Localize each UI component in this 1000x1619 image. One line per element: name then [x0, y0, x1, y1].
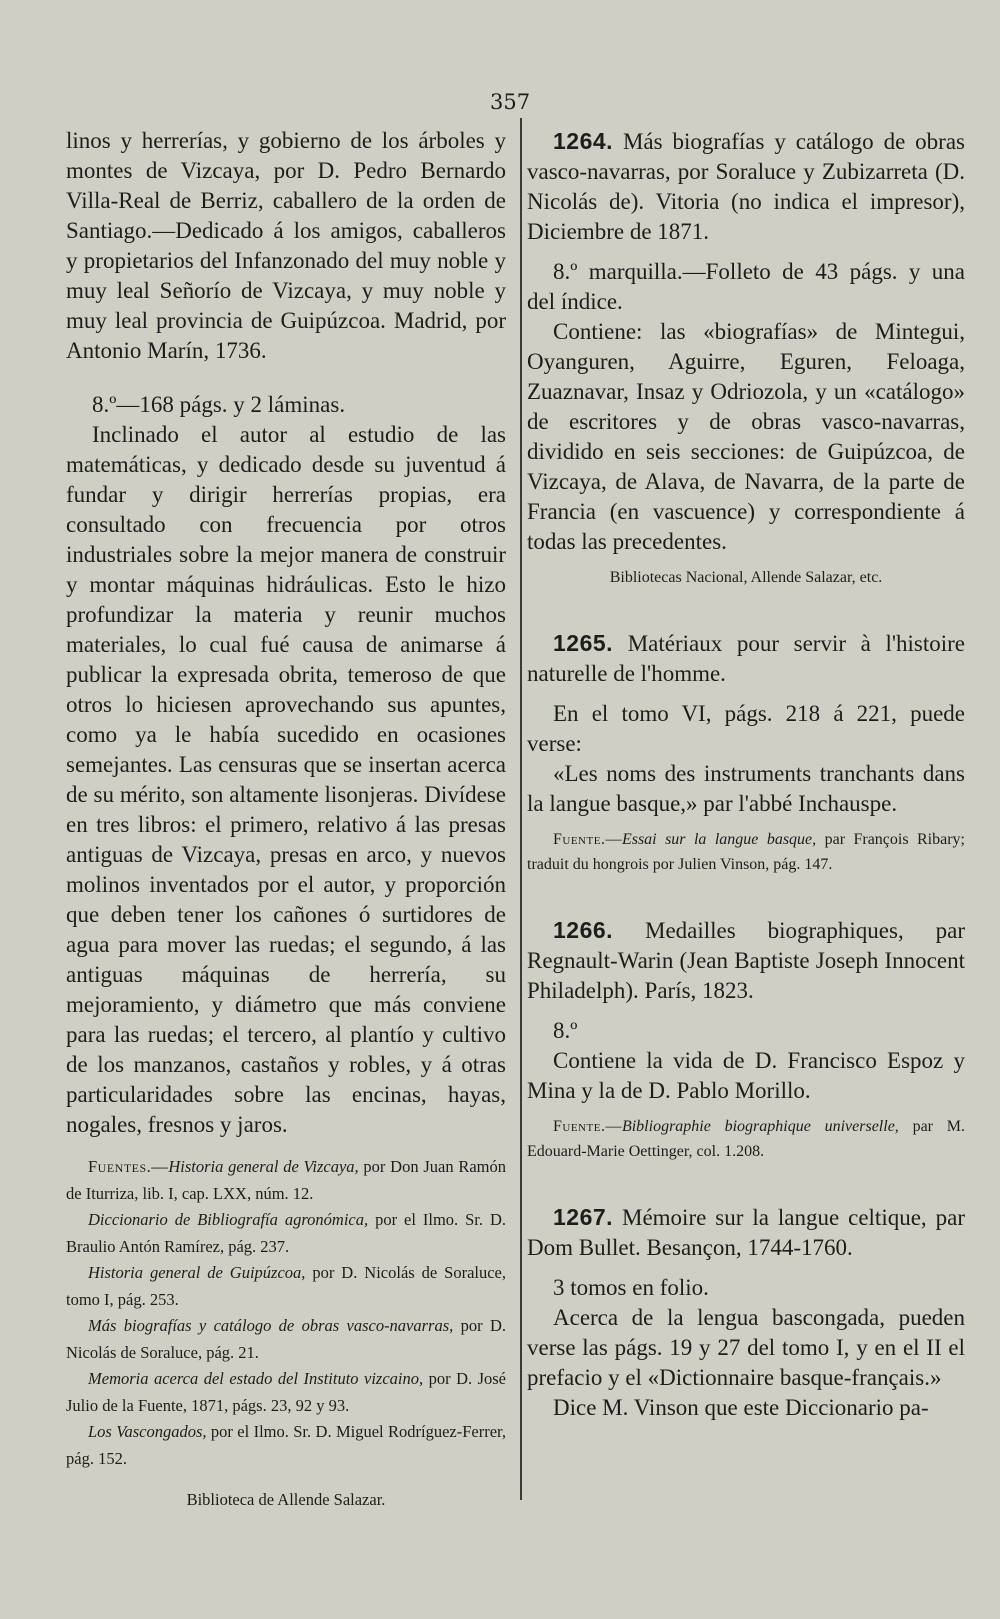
entry-description: Inclinado el autor al estudio de las matemáticas, y dedicado desde su juventud á fundar y dirigir herrerías propias, era consultado con frecuencia por otros industriales sobre la mejor manera de construir y montar máquinas hidráulicas. Esto le hizo profundizar la materia y reunir muchos materiales, lo cual fué causa de animarse á publicar la expresada obrita, temeroso de que otros lo hiciesen aprovechando sus apuntes, como ya le había sucedido en ocasiones semejantes. Las censuras que se insertan acerca de su mérito, son altamente lisonjeras. Divídese en tres libros: el primero, relativo á las presas antiguas de Vizcaya, presas en arco, y nuevos molinos inventados por el autor, y proporción que deben tener los cañones ó surtidores de agua para mover las ruedas; el segundo, á las antiguas máquinas de herrería, su mejoramiento, y diámetro que más conviene para las ruedas; el tercero, al plantío y cultivo de los manzanos, castaños y robles, y á otras particularidades sobre las encinas, hayas, nogales, fresnos y jaros. — [66, 422, 506, 1137]
source-title: Historia general de Guipúzcoa, — [88, 1263, 306, 1282]
source-title: Diccionario de Bibliografía agronómica, — [88, 1210, 369, 1229]
sources-block — [66, 1154, 506, 1472]
sources-label: Fuentes.— — [88, 1157, 169, 1176]
page-number: 357 — [490, 90, 531, 114]
source-detail: por el Ilmo. Sr. D. Miguel Rodríguez-Ferrer, pág. 152. — [66, 1422, 507, 1468]
source-title: Memoria acerca del estado del Instituto vizcaino, — [88, 1369, 424, 1388]
entry-number: 1264. — [553, 128, 614, 154]
library-line: Biblioteca de Allende Salazar. — [186, 1490, 386, 1509]
entry-title: Mémoire sur la langue celtique, par Dom Bullet. Besançon, 1744-1760. — [527, 1205, 965, 1260]
entry-1267-heading — [527, 1202, 965, 1263]
source-title: Los Vascongados, — [88, 1422, 207, 1441]
entry-libraries: Bibliotecas Nacional, Allende Salazar, etc. — [609, 569, 883, 586]
source-detail: par M. Edouard-Marie Oettinger, col. 1.208. — [527, 1118, 965, 1160]
entry-title: Medailles biographiques, par Regnault-Warin (Jean Baptiste Joseph Innocent Philadelph). París, 1823. — [527, 918, 965, 1003]
source-item — [66, 1260, 506, 1313]
source-item — [66, 1366, 506, 1419]
source-item — [66, 1207, 506, 1260]
entry-number: 1265. — [553, 630, 614, 656]
source-item — [66, 1419, 506, 1472]
source-title: Essai sur la langue basque, — [621, 831, 817, 848]
source-detail: por D. José Julio de la Fuente, 1871, págs. 23, 92 y 93. — [66, 1369, 506, 1415]
entry-content: Contiene la vida de D. Francisco Espoz y Mina y la de D. Pablo Morillo. — [527, 1048, 965, 1103]
entry-1265-heading — [527, 628, 965, 689]
entry-content: Contiene: las «biografías» de Mintegui, Oyanguren, Aguirre, Eguren, Feloaga, Zuaznavar, Insaz y Odriozola, y un «catálogo» de escritores y de obras vasco-navarras, dividido en seis secciones: de Guipúzcoa, de Vizcaya, de Alava, de Navarra, de la parte de Francia (en vascuence) y correspondiente á todas las precedentes. — [527, 319, 965, 554]
entry-number: 1266. — [553, 917, 614, 943]
right-column — [527, 126, 965, 1423]
source-detail: por D. Nicolás de Soraluce, tomo I, pág. 253. — [66, 1263, 506, 1309]
source-label: Fuente.— — [553, 831, 622, 848]
entry-format: 8.º marquilla.—Folleto de 43 págs. y una del índice. — [527, 259, 965, 314]
entry-1264-heading — [527, 126, 965, 247]
entry-format: 8.º — [553, 1018, 578, 1043]
source-label: Fuente.— — [553, 1118, 622, 1135]
entry-source — [527, 1114, 965, 1164]
column-divider — [520, 118, 522, 1500]
source-item — [66, 1313, 506, 1366]
source-detail: por Don Juan Ramón de Iturriza, lib. I, cap. LXX, núm. 12. — [66, 1157, 506, 1203]
entry-continuation: Dice M. Vinson que este Diccionario pa- — [553, 1395, 929, 1420]
entry-format: 3 tomos en folio. — [553, 1275, 709, 1300]
entry-quote: «Les noms des instruments tranchants dans la langue basque,» par l'abbé Inchauspe. — [527, 761, 965, 816]
source-title: Bibliographie biographique universelle, — [621, 1118, 899, 1135]
entry-continuation-text: linos y herrerías, y gobierno de los árboles y montes de Vizcaya, por D. Pedro Bernardo Villa-Real de Berriz, caballero de la orden de Santiago.—Dedicado á los amigos, caballeros y propietarios del Infanzonado del muy noble y muy leal Señorío de Vizcaya, y muy noble y muy leal provincia de Guipúzcoa. Madrid, por Antonio Marín, 1736. — [66, 128, 506, 363]
source-detail: par François Ribary; traduit du hongrois por Julien Vinson, pág. 147. — [527, 831, 965, 873]
entry-source — [527, 827, 965, 877]
entry-content: Acerca de la lengua bascongada, pueden verse las págs. 19 y 27 del tomo I, y en el II el prefacio y el «Dictionnaire basque-français.» — [527, 1305, 965, 1390]
entry-title: Más biografías y catálogo de obras vasco-navarras, por Soraluce y Zubizarreta (D. Nicolás de). Vitoria (no indica el impresor), Diciembre de 1871. — [527, 129, 965, 244]
entry-number: 1267. — [553, 1204, 614, 1230]
source-item — [66, 1154, 506, 1207]
entry-format: 8.º—168 págs. y 2 láminas. — [92, 392, 346, 417]
source-title: Más biografías y catálogo de obras vasco-navarras, — [88, 1316, 454, 1335]
entry-content: En el tomo VI, págs. 218 á 221, puede verse: — [527, 701, 965, 756]
source-title: Historia general de Vizcaya, — [168, 1157, 359, 1176]
source-detail: por el Ilmo. Sr. D. Braulio Antón Ramírez, pág. 237. — [66, 1210, 506, 1256]
source-detail: por D. Nicolás de Soraluce, pág. 21. — [66, 1316, 506, 1362]
left-column — [66, 126, 506, 1512]
entry-1266-heading — [527, 915, 965, 1006]
entry-title: Matériaux pour servir à l'histoire naturelle de l'homme. — [527, 631, 965, 686]
